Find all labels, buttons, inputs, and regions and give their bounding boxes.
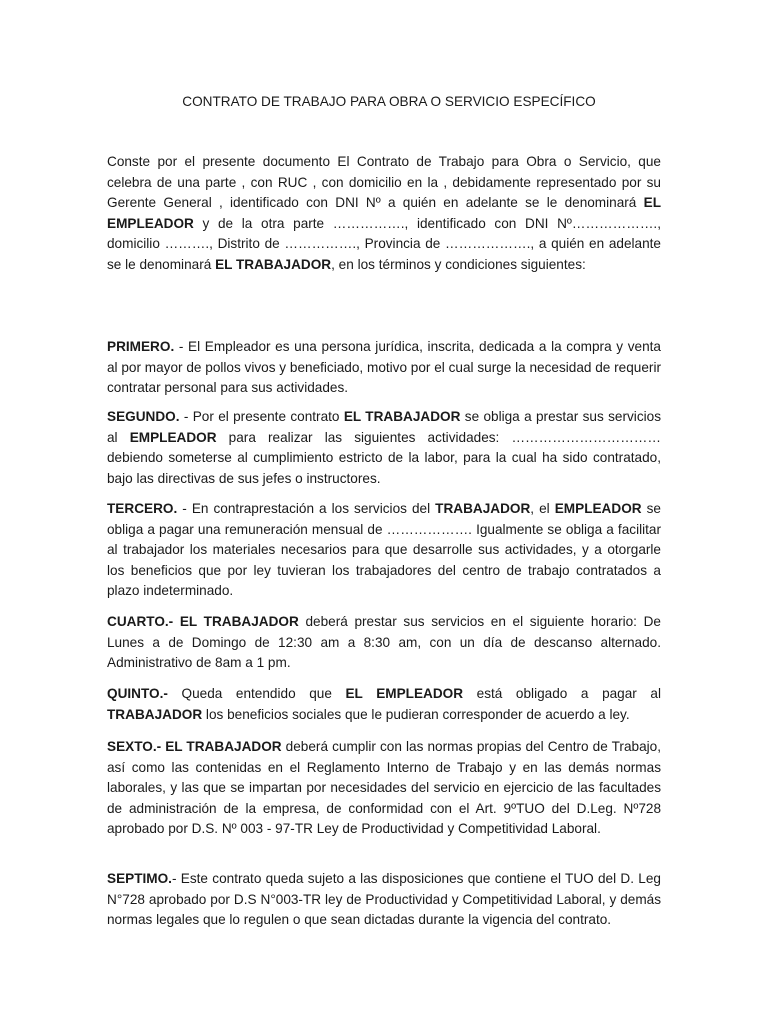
clause-quinto-bold-2: TRABAJADOR: [107, 706, 203, 722]
clause-sexto-text: deberá cumplir con las normas propias del Centro de Trabajo, así como las contenidas en el Reglamento Interno de Trabajo y en las demás normas laborales, y las que se impartan por necesidades del servicio en ejercicio de las facultades de administración de la empresa, de conformidad con el Art. 9ºTUO del D.Leg. Nº728 aprobado por D.S. Nº 003 - 97-TR Ley de Productividad y Competitividad Laboral.: [107, 739, 661, 837]
clause-quinto-text-3: los beneficios sociales que le pudieran corresponder de acuerdo a ley.: [202, 706, 630, 722]
clause-sexto-heading: SEXTO.- EL TRABAJADOR: [107, 739, 282, 754]
clause-tercero-bold-2: EMPLEADOR: [554, 501, 642, 516]
clause-sexto: [107, 737, 661, 840]
clause-tercero-text-2: , el: [530, 501, 555, 516]
intro-bold-worker: EL TRABAJADOR: [215, 256, 332, 272]
clause-septimo-heading: SEPTIMO.: [107, 871, 172, 886]
clause-primero-heading: PRIMERO.: [107, 339, 175, 354]
clause-segundo-bold-1: EL TRABAJADOR: [343, 409, 461, 424]
clause-quinto: [107, 684, 661, 725]
clause-cuarto: [107, 612, 661, 674]
clause-segundo-bold-2: EMPLEADOR: [129, 429, 217, 445]
clause-segundo-text-2: se obliga a prestar sus servicios al: [107, 409, 661, 445]
intro-text-2: y de la otra parte ……………., identificado con DNI Nº………………., domicilio ………., Distrito de ……………., Provincia de ………………., a quién en adelante se le denominará: [107, 215, 661, 272]
clause-septimo-text: - Este contrato queda sujeto a las disposiciones que contiene el TUO del D. Leg N°728 aprobado por D.S N°003-TR ley de Productividad y Competitividad Laboral, y demás normas legales que lo regulen o que sean dictadas durante la vigencia del contrato.: [107, 871, 661, 928]
clause-quinto-text-2: está obligado a pagar al: [463, 686, 661, 701]
clause-quinto-text-1: Queda entendido que: [167, 686, 346, 701]
clause-quinto-heading: QUINTO.-: [107, 686, 168, 701]
clause-primero: [107, 337, 661, 399]
clause-cuarto-heading: CUARTO.- EL TRABAJADOR: [107, 614, 299, 629]
clause-segundo-text-3: para realizar las siguientes actividades: …………………………… debiendo someterse al cumplimiento estricto de la labor, para la cual ha sido contratado, bajo las directivas de sus jefes o instructores.: [107, 429, 661, 486]
intro-paragraph: [107, 152, 661, 276]
clause-quinto-bold-1: EL EMPLEADOR: [345, 686, 464, 701]
intro-bold-employer: EL EMPLEADOR: [107, 195, 661, 231]
clause-cuarto-text: deberá prestar sus servicios en el siguiente horario: De Lunes a de Domingo de 12:30 am a 8:30 am, con un día de descanso alternado. Administrativo de 8am a 1 pm.: [107, 614, 661, 671]
clause-segundo: [107, 407, 661, 489]
clause-tercero-heading: TERCERO.: [107, 501, 178, 516]
clause-segundo-text-1: - Por el presente contrato: [179, 409, 344, 424]
clause-tercero: [107, 499, 661, 602]
clause-primero-text: - El Empleador es una persona jurídica, inscrita, dedicada a la compra y venta al por mayor de pollos vivos y beneficiado, motivo por el cual surge la necesidad de requerir contratar personal para sus actividades.: [107, 339, 661, 396]
clause-segundo-heading: SEGUNDO.: [107, 409, 180, 424]
clause-septimo: [107, 869, 661, 931]
intro-text-1: Conste por el presente documento El Contrato de Trabajo para Obra o Servicio, que celebra de una parte , con RUC , con domicilio en la , debidamente representado por su Gerente General , identificado con DNI Nº a quién en adelante se le denominará: [107, 154, 661, 211]
clause-tercero-bold-1: TRABAJADOR: [435, 501, 531, 516]
intro-text-3: , en los términos y condiciones siguientes:: [331, 256, 586, 272]
clause-tercero-text-1: - En contraprestación a los servicios del: [177, 501, 436, 516]
document-title: CONTRATO DE TRABAJO PARA OBRA O SERVICIO ESPECÍFICO: [182, 94, 596, 109]
clause-tercero-text-3: se obliga a pagar una remuneración mensual de ………………. Igualmente se obliga a facilitar al trabajador los materiales necesarios para que desarrolle sus actividades, y a otorgarle los beneficios que por ley tuvieran los trabajadores del centro de trabajo contratados a plazo indeterminado.: [107, 501, 661, 599]
